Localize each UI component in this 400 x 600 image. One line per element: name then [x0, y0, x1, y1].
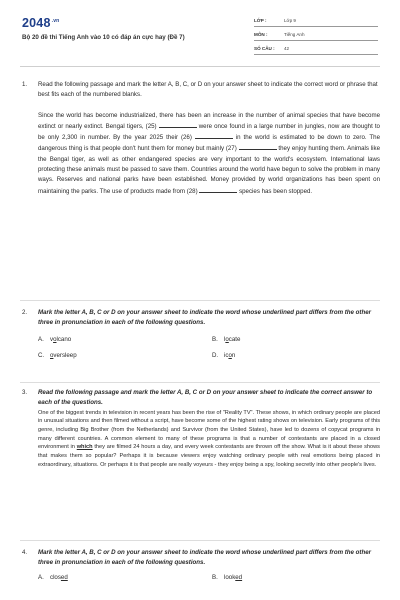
options-row [38, 351, 380, 361]
question-instruction: Mark the letter A, B, C or D on your answer sheet to indicate the word whose underlined part differs from the other three in pronunciation in each of the following questions. [38, 549, 372, 567]
meta-value: Lớp 9 [284, 18, 296, 23]
site-logo[interactable] [22, 16, 59, 30]
question-1 [22, 80, 380, 197]
question-number: 2. [22, 309, 28, 316]
meta-value: Tiếng Anh [284, 32, 305, 37]
passage-text: Since the world has become industrialized, there has been an increase in the number of animal species that have become extinct or nearly extinct. Bengal tigers, (25) [38, 111, 380, 130]
question-3 [22, 388, 380, 470]
passage-text: in the world is estimated to be down to zero. The dangerous thing is that people don't hunt them for money but mainly (27) [38, 134, 380, 153]
meta-value: 42 [284, 46, 290, 51]
logo-text: 2048 [22, 16, 51, 30]
option-b[interactable]: B. looked [212, 573, 243, 581]
option-a[interactable]: A. closed [38, 573, 68, 581]
question-instruction: Mark the letter A, B, C or D on your answer sheet to indicate the word whose underlined part differs from the other three in pronunciation in each of the following questions. [38, 309, 372, 327]
question-number: 4. [22, 549, 28, 556]
question-instruction: Read the following passage and mark the letter A, B, C, or D on your answer sheet to indicate the correct word or phrase that best fits each of the numbered blanks. [38, 81, 378, 99]
reading-passage [38, 409, 380, 470]
reading-passage [38, 111, 380, 197]
question-divider [20, 300, 380, 301]
question-4 [22, 548, 380, 583]
passage-text: they are filmed 24 hours a day, and every week contestants are thrown off the show. What is it about these shows that makes them so popular? Perhaps it is because viewers enjoy watching ordinary people with real emotions being placed in extraordinary, situations. Or perhaps it is that people are really voyeurs - they enjoy being a spy, looking secretly into other people's lives. [38, 444, 380, 468]
blank-28 [199, 186, 237, 193]
options-row [38, 335, 380, 345]
question-number: 1. [22, 81, 28, 88]
logo-suffix: .vn [51, 18, 60, 24]
question-divider [20, 382, 380, 383]
passage-text: were once found in a large number in jungles, now are thought to be only 2,300 in number. By the year 2025 their (26) [38, 122, 380, 142]
meta-key: SỐ CÂU : [254, 46, 275, 51]
passage-text: they enjoy hunting them. Animals like the Bengal tiger, as well as other endangered species are very important to the world's ecosystem. International laws protecting these animals must be passed to save them. Countries around the world have begun to solve the problem in many ways. Reserves and national parks have been established. Money provided by world organizations has been spent on maintaining the parks. The use of products made from (28) [38, 145, 380, 195]
underlined-word: which [76, 444, 93, 451]
question-divider [20, 540, 380, 541]
document-title: Bộ 20 đề thi Tiếng Anh vào 10 có đáp án cực hay (Đề 7) [22, 34, 185, 41]
question-number: 3. [22, 389, 28, 396]
question-instruction: Read the following passage and mark the letter A, B, C or D on your answer sheet to indicate the correct answer to each of the questions. [38, 389, 373, 407]
option-c[interactable]: C. oversleep [38, 351, 77, 359]
blank-25 [159, 121, 197, 128]
question-2 [22, 308, 380, 361]
document-header [0, 0, 400, 66]
option-b[interactable]: B. locate [212, 335, 241, 343]
passage-text: species has been stopped. [239, 187, 313, 195]
option-d[interactable]: D. icon [212, 351, 236, 359]
meta-key: LỚP : [254, 18, 267, 23]
options-row [38, 573, 380, 583]
option-a[interactable]: A. volcano [38, 335, 72, 343]
blank-26 [195, 132, 233, 139]
blank-27 [239, 143, 277, 150]
header-divider [20, 66, 380, 67]
passage-text: One of the biggest trends in television in recent years has been the rise of "Reality TV". These shows, in which ordinary people are placed in unusual situations and then filmed without a script, have become some of the highest rating shows on television. Early programs of this genre, including Big Brother (from the Netherlands) and Survivor (from the United States), have led to dozens of copycat programs in many different countries. A common element to many of these programs is that a number of contestants are placed in a closed environment in [38, 409, 380, 451]
meta-key: MÔN : [254, 32, 268, 37]
